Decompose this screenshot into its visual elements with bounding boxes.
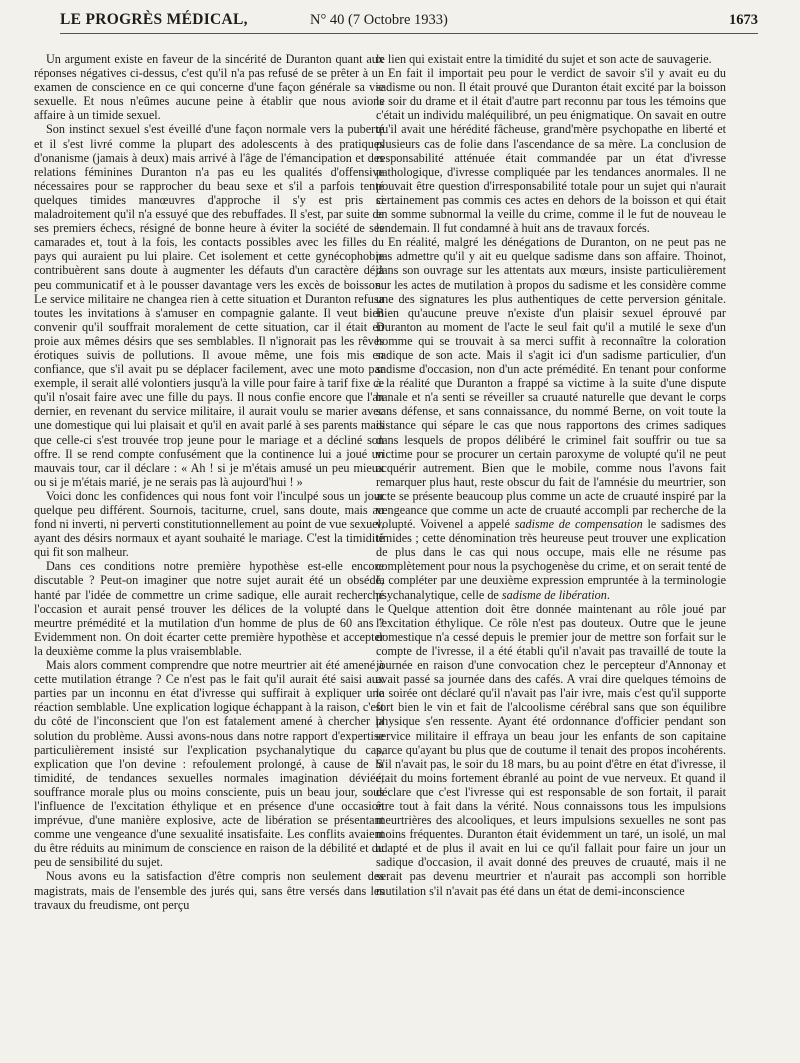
text-run: En réalité, malgré les dénégations de Duranton, on ne peut pas ne pas admettre qu'il y ait eu quelque sadisme dans son affaire. Thoinot, dans son ouvrage sur les attentats aux mœurs, insiste particulièrement sur les actes de mutilation à propos du sadisme et les considère comme une des signatures les plus authentiques de cette perversion génitale. Bien qu'aucune preuve n'existe d'un plaisir sexuel éprouvé par Duranton au moment de l'acte le seul fait qu'il a mutilé le sexe d'un homme qui se trouvait à sa merci suffit à reconnaître la coloration sadique de son acte. Mais il s'agit ici d'un sadisme particulier, d'un sadisme d'occasion, non d'un acte prémédité. En tenant pour conforme à la réalité que Duranton a frappé sa victime à la suite d'une dispute banale et n'a senti se réveiller sa cruauté naturelle que devant le corps sans défense, et sans connaissance, du nommé Berne, on voit toute la distance qui sépare le cas que nous rapportons des crimes sadiques dans lesquels de propos délibéré le criminel fait souffrir ou tue sa victime pour se procurer un certain paroxyme de volupté qu'il ne peut acquérir autrement. Bien que le mobile, comme nous l'avons fait remarquer plus haut, reste obscur du fait de l'amnésie du meurtrier, son acte se présente beaucoup plus comme un acte de cruauté inspiré par la vengeance que comme un acte de cruauté accompli par recherche de la volupté. Voivenel a appelé bbox=[376, 235, 726, 532]
issue-info: N° 40 (7 Octobre 1933) bbox=[310, 12, 448, 28]
page-header bbox=[60, 9, 758, 34]
text-run: le sadismes des timides ; cette dénomination très heureuse peut trouver une explication de plus dans le cas qui nous occupe, mais elle ne résume pas complètement pour nous la psychogenèse du crime, et on serait tenté de la compléter par une deuxième expression empruntée à la terminologie psychanalytique, celle de bbox=[376, 517, 726, 602]
paragraph: Voici donc les confidences qui nous font voir l'inculpé sous un jour quelque peu différent. Sournois, taciturne, cruel, sans doute, mais au fond ni inverti, ni perverti constitutionnellement au point de vue sexuel, ayant des désirs normaux et ayant souhaité le mariage. C'est la timidité qui fit son malheur. bbox=[34, 488, 384, 560]
page-number: 1673 bbox=[729, 12, 758, 28]
italic-term: sadisme de libération bbox=[501, 587, 607, 602]
left-column bbox=[34, 52, 384, 912]
italic-term: sadisme de compensation bbox=[514, 517, 643, 532]
paragraph: le lien qui existait entre la timidité du sujet et son acte de sauvagerie. bbox=[376, 52, 712, 66]
paragraph: Quelque attention doit être donnée maintenant au rôle joué par l'excitation éthylique. Ce rôle n'est pas douteux. Outre que le jeune domestique n'a cessé depuis le premier jour de mettre son forfait sur le compte de l'ivresse, il a été établi qu'il n'avait pas travaillé de toute la journée en raison d'une convocation chez le percepteur d'Annonay et avait passé sa journée dans des cafés. A vrai dire quelques témoins de la soirée ont déclaré qu'il n'avait pas l'air ivre, mais c'est qu'il supporte fort bien le vin et fait de l'alcoolisme cérébral sans que son équilibre physique s'en ressente. Ayant été ordonnance d'officier pendant son service militaire il effraya un beau jour les enfants de son capitaine parce qu'ayant bu plus que de coutume il tenait des propos incohérents. S'il n'avait pas, le soir du 18 mars, bu au point d'être en état d'ivresse, il était du moins fortement ébranlé au point de vue nerveux. Et quand il déclare que c'est l'ivresse qui est responsable de son fortait, il parait être tout à fait dans la vérité. Nous connaissons tous les impulsions meurtrières des alcooliques, et leurs impulsions sexuelles ne sont pas moins fréquentes. Duranton était évidemment un taré, un isolé, un mal adapté et de plus il avait en lui ce qu'il fallait pour faire un jour un sadique d'occasion, il avait donné des preuves de cruauté, mais il ne serait pas devenu meurtrier et n'aurait pas accompli son horrible mutilation s'il n'avait pas été dans un état de demi-inconscience bbox=[376, 601, 726, 898]
journal-title: LE PROGRÈS MÉDICAL, bbox=[60, 11, 248, 28]
paragraph: En fait il importait peu pour le verdict de savoir s'il y avait eu du sadisme ou non. Il était prouvé que Duranton était excité par la boisson le soir du drame et il était d'autre part reconnu par tous les témoins que c'était un individu maléquilibré, un peu énigmatique. On savait en outre qu'il avait une hérédité fâcheuse, grand'mère psychopathe en liberté et plusieurs cas de folie dans l'ascendance de sa mère. La conclusion de responsabilité atténuée était commandée par un état d'ivresse pathologique, d'ivresse compliquée par les tendances anormales. Il ne pouvait être question d'irresponsabilité totale pour un sujet qui n'aurait certainement pas commis ces actes en dehors de la boisson et qui était en somme subnormal la veille du crime, comme il le fut de nouveau le lendemain. Il fut condamné à huit ans de travaux forcés. bbox=[376, 66, 726, 236]
text-run: . bbox=[606, 587, 610, 602]
paragraph: Mais alors comment comprendre que notre meurtrier ait été amené à cette mutilation étrange ? Ce n'est pas le fait qu'il aurait été saisi aux parties par un inconnu en état d'ivresse qui suffirait à expliquer une réaction semblable. Une explication logique échappant à la raison, c'est du côté de l'inconscient que l'on est fatalement amené à chercher la solution du problème. Aussi avons-nous dans notre rapport d'expertise particulièrement insisté sur l'explication psychanalytique du cas, explication que l'on devine : refoulement prolongé, à cause de la timidité, de tendances sexuelles normales imagination déviée, souffrance morale plus ou moins consciente, puis un beau jour, sous l'influence de l'excitation éthylique et en présence d'une occasion imprévue, d'une manière explosive, acte de libération se présentant comme une vengeance d'une sexualité insatisfaite. Les conflits avaient du être réduits au minimum de conscience en raison de la débilité et du peu de sensibilité du sujet. bbox=[34, 658, 384, 870]
right-column bbox=[376, 52, 726, 898]
paragraph: Dans ces conditions notre première hypothèse est-elle encore discutable ? Peut-on imaginer que notre sujet aurait été un obsédé, hanté par l'idée de commettre un crime sadique, elle aurait recherché l'occasion et aurait pensé trouver les délices de la volupté dans le meurtre prémédité et la mutilation d'un homme de plus de 60 ans ? Evidemment non. On doit écarter cette première hypothèse et accepter la deuxième comme la plus vraisemblable. bbox=[34, 559, 384, 658]
paragraph: Son instinct sexuel s'est éveillé d'une façon normale vers la puberté et il s'est livré comme la plupart des adolescents à des pratiques d'onanisme (jamais à deux) mais arrivé à l'âge de l'émancipation et des relations féminines Duranton n'a pas eu les qualités d'offensive nécessaires pour se rapprocher du beau sexe et s'il a parfois tenté quelques timides manœuvres d'approche il s'y est pris si maladroitement qu'il n'a essuyé que des rebuffades. Il s'est, par suite de ses premiers échecs, résigné de bonne heure à éviter la société de ses camarades et, tout à la fois, les contacts possibles avec les filles du pays qui auraient pu lui plaire. Cet isolement et cette gynécophobie contribuèrent sans doute à augmenter les défauts d'un caractère déjà peu communicatif et à le pousser davantage vers les excès de boisson. Le service militaire ne changea rien à cette situation et Duranton refusa toutes les invitations à s'amuser en compagnie galante. Il veut bien convenir qu'il souffrait moralement de cette situation, car il était en proie aux mêmes désirs que ses semblables. Il n'ignorait pas les rêves érotiques suivis de pollutions. Il avoue même, une fois mis en confiance, que s'il avait pu se déplacer facilement, avec une moto par exemple, il serait allé volontiers jusqu'à la ville pour faire à tarif fixe ce qu'il n'osait faire avec une fille du pays. Il nous confie encore que l'an dernier, en revenant du service militaire, il aurait voulu se marier avec une domestique qui lui plaisait et qu'il en avait parlé à ses parents mais que celle-ci s'est trouvée trop jeune pour le mariage et a décliné son offre. Il se rend compte confusément que la continence lui a joué un mauvais tour, car il déclare : « Ah ! si je m'étais amusé un peu mieux ou si je m'étais marié, je ne serais pas là aujourd'hui ! » bbox=[34, 122, 384, 489]
paragraph bbox=[376, 235, 726, 601]
paragraph: Nous avons eu la satisfaction d'être compris non seulement des magistrats, mais de l'ensemble des jurés qui, sans être versés dans les travaux du freudisme, ont perçu bbox=[34, 869, 384, 912]
paragraph: Un argument existe en faveur de la sincérité de Duranton quant aux réponses négatives ci-dessus, c'est qu'il n'a pas refusé de se prêter à un examen de conscience en ce qui concerne d'une façon générale sa vie sexuelle. Et nous n'eûmes aucune peine à établir que nous avions affaire à un timide sexuel. bbox=[34, 52, 384, 123]
